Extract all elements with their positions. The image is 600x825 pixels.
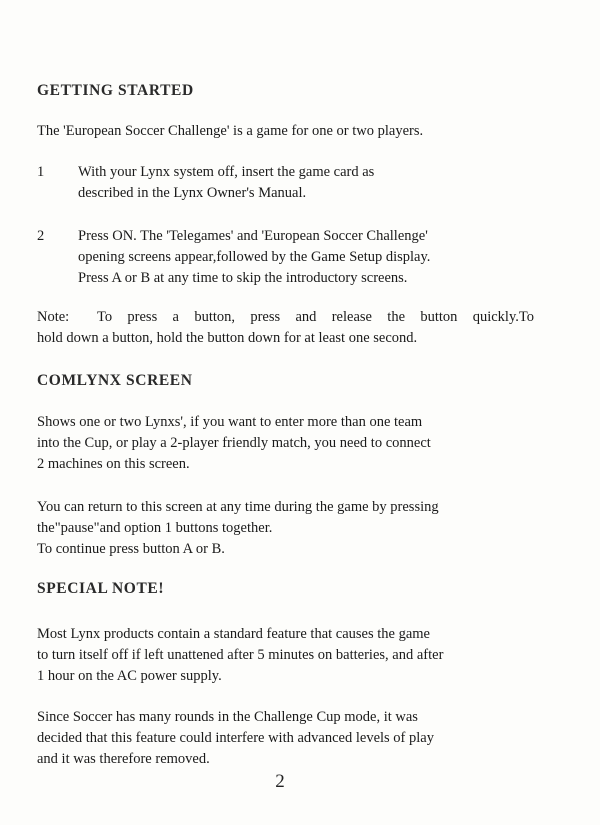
- paragraph-line: You can return to this screen at any time during the game by pressing: [37, 499, 439, 515]
- special-note-paragraph-2: [37, 707, 534, 770]
- step-number: 1: [37, 164, 45, 180]
- paragraph-line: the"pause"and option 1 buttons together.: [37, 520, 273, 536]
- step-2: [37, 226, 534, 289]
- comlynx-paragraph-2: [37, 497, 534, 560]
- step-line: Press ON. The 'Telegames' and 'European Soccer Challenge': [78, 228, 428, 244]
- step-line: With your Lynx system off, insert the game card as: [78, 164, 375, 180]
- paragraph-line: 2 machines on this screen.: [37, 456, 190, 472]
- page-number: 2: [275, 771, 285, 792]
- paragraph-line: Since Soccer has many rounds in the Challenge Cup mode, it was: [37, 709, 418, 725]
- paragraph-line: Most Lynx products contain a standard feature that causes the game: [37, 626, 430, 642]
- step-text: [78, 162, 534, 204]
- step-line: opening screens appear,followed by the Game Setup display.: [78, 249, 431, 265]
- step-1: [37, 162, 534, 204]
- paragraph-line: 1 hour on the AC power supply.: [37, 668, 222, 684]
- paragraph-line: Shows one or two Lynxs', if you want to enter more than one team: [37, 414, 423, 430]
- step-line: described in the Lynx Owner's Manual.: [78, 185, 307, 201]
- heading-comlynx-screen: COMLYNX SCREEN: [37, 372, 193, 389]
- note-label: Note:: [37, 309, 70, 325]
- note-line: To press a button, press and release the button quickly.To: [97, 309, 534, 325]
- paragraph-line: and it was therefore removed.: [37, 751, 210, 767]
- note-second-line-wrap: [37, 328, 534, 349]
- step-text: [78, 226, 534, 289]
- heading-getting-started: GETTING STARTED: [37, 82, 194, 99]
- comlynx-paragraph-1: [37, 412, 534, 475]
- special-note-paragraph-1: [37, 624, 534, 687]
- intro-paragraph: [37, 121, 534, 142]
- step-line: Press A or B at any time to skip the introductory screens.: [78, 270, 408, 286]
- paragraph-line: to turn itself off if left unattened after 5 minutes on batteries, and after: [37, 647, 444, 663]
- heading-special-note: SPECIAL NOTE!: [37, 580, 165, 597]
- paragraph-line: into the Cup, or play a 2-player friendly match, you need to connect: [37, 435, 431, 451]
- paragraph-line: decided that this feature could interfere with advanced levels of play: [37, 730, 434, 746]
- note-first-line-wrap: [97, 307, 534, 328]
- note-line: hold down a button, hold the button down for at least one second.: [37, 330, 418, 346]
- intro-line: The 'European Soccer Challenge' is a game for one or two players.: [37, 123, 424, 139]
- step-number: 2: [37, 228, 45, 244]
- paragraph-line: To continue press button A or B.: [37, 541, 225, 557]
- note-block: [37, 307, 534, 349]
